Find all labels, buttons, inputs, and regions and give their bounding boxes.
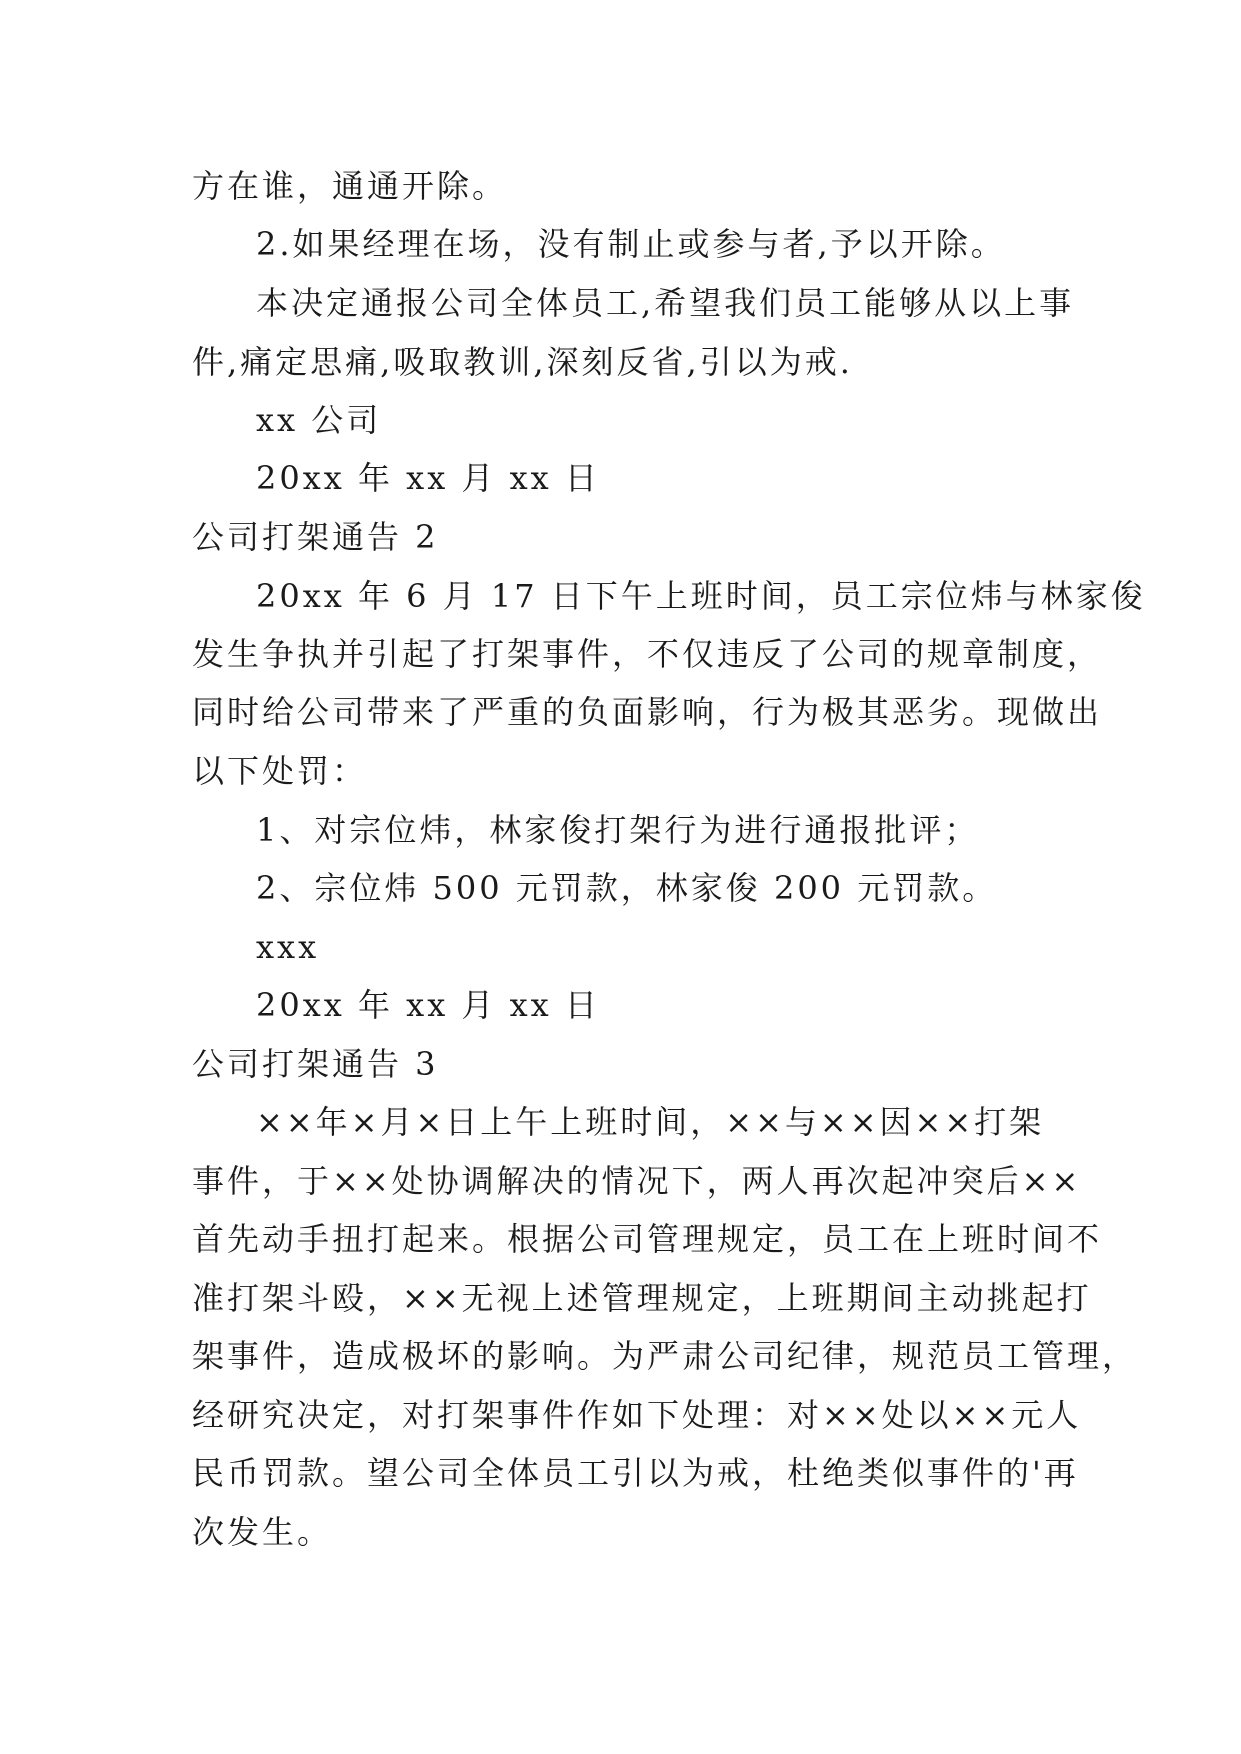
text-line: ××年×月×日上午上班时间，××与××因××打架 [256, 1103, 1045, 1141]
text-line: 经研究决定，对打架事件作如下处理：对××处以××元人 [192, 1396, 1082, 1434]
signature-date: 20xx 年 xx 月 xx 日 [256, 986, 600, 1024]
signature-name: xxx [256, 928, 320, 966]
list-item: 2、宗位炜 500 元罚款，林家俊 200 元罚款。 [256, 869, 998, 907]
text-line: 方在谁，通通开除。 [192, 167, 508, 205]
text-line: 以下处罚： [192, 752, 368, 790]
text-line: 本决定通报公司全体员工,希望我们员工能够从以上事 [256, 284, 1075, 322]
text-line: 件,痛定思痛,吸取教训,深刻反省,引以为戒. [192, 343, 853, 381]
section-heading: 公司打架通告 3 [192, 1045, 439, 1083]
text-line: 民币罚款。望公司全体员工引以为戒，杜绝类似事件的'再 [192, 1454, 1079, 1492]
text-line: 同时给公司带来了严重的负面影响，行为极其恶劣。现做出 [192, 693, 1103, 731]
section-heading: 公司打架通告 2 [192, 518, 439, 556]
text-line: 2.如果经理在场，没有制止或参与者,予以开除。 [256, 225, 1006, 263]
text-line: 次发生。 [192, 1513, 333, 1551]
list-item: 1、对宗位炜，林家俊打架行为进行通报批评； [256, 811, 980, 849]
text-line: 架事件，造成极坏的影响。为严肃公司纪律，规范员工管理， [192, 1337, 1138, 1375]
signature-company: xx 公司 [256, 401, 382, 439]
signature-date: 20xx 年 xx 月 xx 日 [256, 459, 600, 497]
text-line: 事件，于××处协调解决的情况下，两人再次起冲突后×× [192, 1162, 1082, 1200]
text-line: 发生争执并引起了打架事件，不仅违反了公司的规章制度， [192, 635, 1103, 673]
text-line: 20xx 年 6 月 17 日下午上班时间，员工宗位炜与林家俊 [256, 577, 1146, 615]
text-line: 首先动手扭打起来。根据公司管理规定，员工在上班时间不 [192, 1220, 1103, 1258]
text-line: 准打架斗殴，××无视上述管理规定，上班期间主动挑起打 [192, 1279, 1092, 1317]
